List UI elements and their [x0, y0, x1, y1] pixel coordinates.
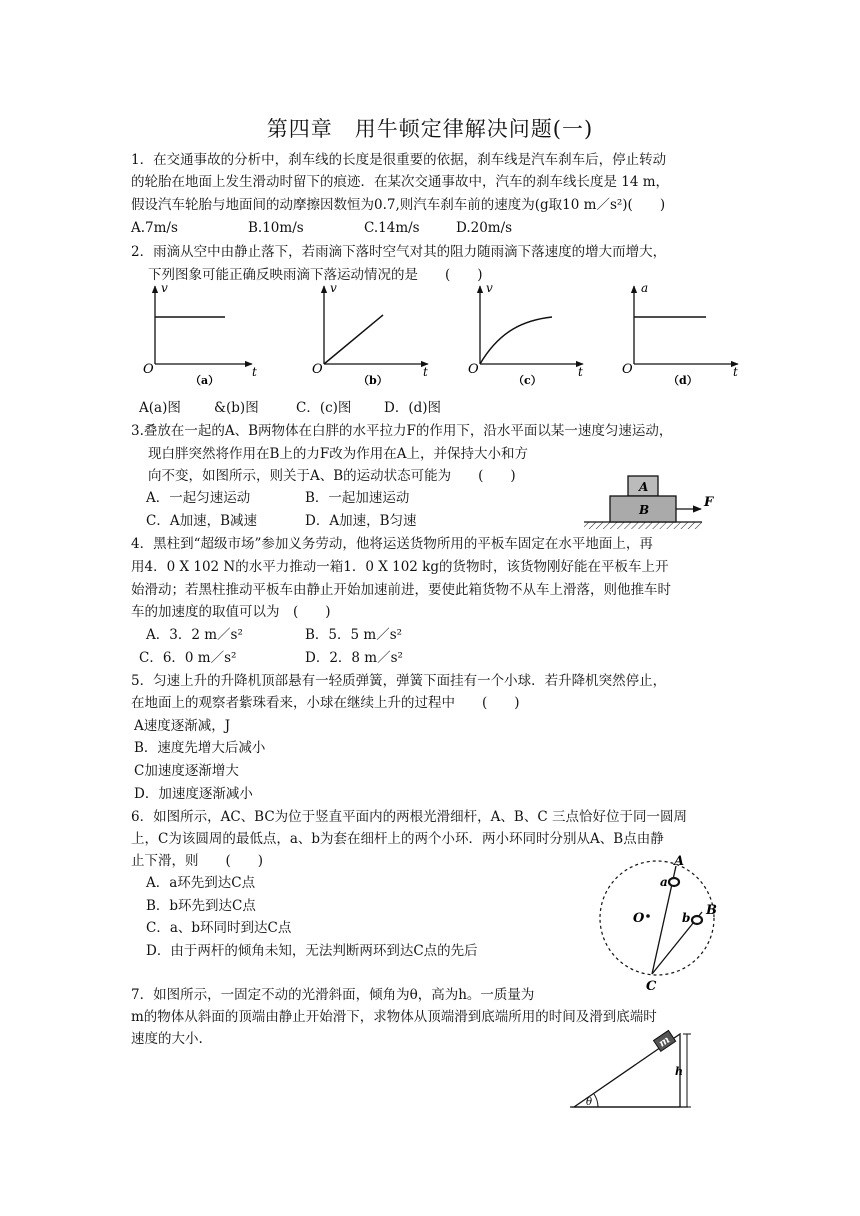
- graph-c-xlabel: t: [578, 365, 583, 379]
- point-b-label: B: [706, 903, 717, 918]
- graph-c-ylabel: v: [486, 281, 493, 295]
- q6-option-d: D．由于两杆的倾角未知，无法判断两环到达C点的先后: [146, 943, 478, 959]
- q4-line2: 用4．0 X 102 N的水平力推动一箱1．0 X 102 kg的货物时，该货物刚好能在平板车上开: [131, 559, 669, 575]
- center-o-label: O: [633, 911, 645, 926]
- q1-line3: 假设汽车轮胎与地面间的动摩擦因数恒为0.7,则汽车刹车前的速度为(g取10 m／s²)( ): [131, 197, 666, 213]
- q5-line1: 5．匀速上升的升降机顶部悬有一轻质弹簧，弹簧下面挂有一个小球．若升降机突然停止，: [131, 673, 667, 689]
- graph-c: [468, 281, 583, 387]
- q3-option-b: B．一起加速运动: [305, 490, 410, 506]
- ring-a-label: a: [660, 875, 668, 889]
- q6-option-b: B．b环先到达C点: [146, 898, 256, 914]
- ring-a: [669, 878, 679, 886]
- q5-option-a: A速度逐渐减，J: [134, 718, 231, 734]
- graph-a-ylabel: v: [161, 281, 168, 295]
- q4-line1: 4．黑柱到“超级市场”参加义务劳动，他将运送货物所用的平板车固定在水平地面上，再: [131, 536, 653, 552]
- q6-figure: [590, 852, 740, 994]
- block-a-label: A: [639, 480, 649, 494]
- q6-line2: 上，C为该圆周的最低点，a、b为套在细杆上的两个小环．两小环同时分别从A、B点由静: [131, 831, 664, 847]
- graph-c-caption: （c）: [513, 374, 542, 387]
- q5-option-d: D．加速度逐渐减小: [134, 786, 253, 802]
- graph-d-caption: （d）: [668, 374, 698, 387]
- q1-line2: 的轮胎在地面上发生滑动时留下的痕迹．在某次交通事故中，汽车的刹车线长度是 14 m，: [131, 174, 670, 190]
- q6-option-c: C．a、b环同时到达C点: [146, 920, 292, 936]
- q7-figure: [570, 1028, 710, 1113]
- q4-option-a: A．3．2 m／s²: [146, 627, 243, 643]
- angle-label: θ: [586, 1097, 593, 1108]
- q3-line2: 现白胖突然将作用在B上的力F改为作用在A上，并保持大小和方: [148, 446, 529, 462]
- graph-c-origin: O: [468, 362, 479, 377]
- point-c-label: C: [646, 979, 657, 994]
- q3-figure: [584, 470, 724, 530]
- q1-option-c: C.14m/s: [364, 220, 420, 236]
- point-a-label: A: [674, 854, 685, 869]
- graph-d: [622, 281, 738, 387]
- page-title: 第四章 用牛顿定律解决问题(一): [266, 117, 594, 141]
- graph-b-caption: （b）: [358, 374, 388, 387]
- q6-line3: 止下滑，则 ( ): [131, 853, 264, 869]
- graph-d-xlabel: t: [733, 365, 738, 379]
- graph-b-ylabel: v: [330, 281, 337, 295]
- q2-line2: 下列图象可能正确反映雨滴下落运动情况的是 ( ): [148, 267, 483, 283]
- q3-option-c: C．A加速，B减速: [146, 513, 257, 529]
- q2-graphs: [0, 280, 860, 400]
- q7-line1: 7．如图所示，一固定不动的光滑斜面，倾角为θ，高为h。一质量为: [131, 987, 535, 1003]
- ring-b-label: b: [682, 911, 691, 925]
- height-label: h: [675, 1065, 683, 1078]
- q4-line4: 车的加速度的取值可以为 ( ): [131, 604, 331, 620]
- q1-line1: 1．在交通事故的分析中，刹车线的长度是很重要的依据，刹车线是汽车刹车后，停止转动: [131, 152, 667, 168]
- q4-option-c: C．6．0 m／s²: [139, 650, 237, 666]
- graph-a: [143, 281, 257, 387]
- q4-option-d: D．2．8 m／s²: [305, 650, 403, 666]
- q1-option-d: D.20m/s: [456, 220, 513, 236]
- q3-line3: 向不变，如图所示，则关于A、B的运动状态可能为 ( ): [148, 468, 516, 484]
- q7-line3: 速度的大小.: [131, 1031, 203, 1047]
- graph-a-origin: O: [143, 362, 154, 377]
- q2-line1: 2．雨滴从空中由静止落下，若雨滴下落时空气对其的阻力随雨滴下落速度的增大而增大，: [131, 244, 667, 260]
- q6-option-a: A．a环先到达C点: [146, 875, 256, 891]
- graph-d-origin: O: [622, 362, 633, 377]
- q4-line3: 始滑动；若黑柱推动平板车由静止开始加速前进，要使此箱货物不从车上滑落，则他推车时: [131, 582, 671, 598]
- block-b-label: B: [639, 503, 650, 517]
- mass-label: m: [657, 1034, 673, 1050]
- q2-option-c: C．(c)图: [296, 400, 352, 416]
- q3-option-d: D．A加速，B匀速: [305, 513, 417, 529]
- graph-b-origin: O: [312, 362, 323, 377]
- graph-d-ylabel: a: [641, 281, 649, 295]
- q7-line2: m的物体从斜面的顶端由静止开始滑下，求物体从顶端滑到底端所用的时间及滑到底端时: [131, 1009, 657, 1025]
- q6-line1: 6．如图所示，AC、BC为位于竖直平面内的两根光滑细杆，A、B、C 三点恰好位于同一圆周: [131, 809, 687, 825]
- q4-option-b: B．5．5 m／s²: [305, 627, 403, 643]
- q5-option-c: C加速度逐渐增大: [134, 763, 239, 779]
- q2-option-a: A(a)图: [139, 400, 181, 416]
- q1-option-b: B.10m/s: [248, 220, 304, 236]
- q5-line2: 在地面上的观察者紫珠看来，小球在继续上升的过程中 ( ): [131, 695, 520, 711]
- mass-block: [654, 1031, 676, 1052]
- q3-line1: 3.叠放在一起的A、B两物体在白胖的水平拉力F的作用下，沿水平面以某一速度匀速运动，: [131, 423, 673, 439]
- q3-option-a: A．一起匀速运动: [146, 490, 251, 506]
- graph-a-xlabel: t: [252, 365, 257, 379]
- q2-option-b: &(b)图: [214, 400, 259, 416]
- q2-option-d: D．(d)图: [384, 400, 441, 416]
- force-label: F: [704, 495, 714, 510]
- q1-option-a: A.7m/s: [131, 220, 178, 236]
- ring-b: [692, 916, 702, 924]
- graph-b-xlabel: t: [423, 365, 428, 379]
- graph-a-caption: （a）: [190, 374, 220, 387]
- graph-b: [312, 281, 428, 387]
- q5-option-b: B．速度先增大后减小: [134, 740, 266, 756]
